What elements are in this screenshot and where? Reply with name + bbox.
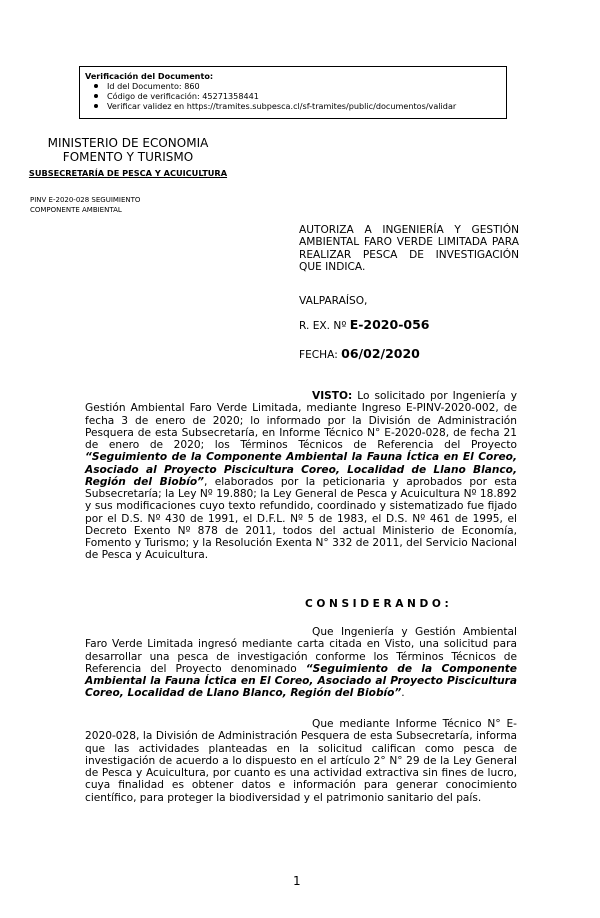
- considerando-1-project-title: “Seguimiento de la Componente Ambiental la Fauna Íctica en El Coreo, Asociado al Proyecto Piscicultura Coreo, Localidad de Llano Blanco, Región del Biobío”: [85, 662, 517, 700]
- visto-project-title: “Seguimiento de la Componente Ambiental la Fauna Íctica en El Coreo, Asociado al Proyecto Piscicultura Coreo, Localidad de Llano Blanco, Región del Biobío”: [85, 451, 517, 488]
- visto-paragraph: [85, 390, 517, 562]
- date-label: FECHA:: [299, 349, 342, 361]
- visto-text-1: Lo solicitado por Ingeniería y Gestión Ambiental Faro Verde Limitada, mediante Ingreso E-PINV-2020-002, de fecha 3 de enero de 2020; lo informado por la División de Administración Pesquera de esta Subsecretaría, en Informe Técnico N° E-2020-028, de fecha 21 de enero de 2020; los Términos Técnicos de Referencia del Proyecto: [85, 390, 517, 451]
- considerando-paragraph-1: [85, 626, 517, 700]
- verification-code: Código de verificación: 45271358441: [107, 91, 506, 101]
- considerando-1-text-2: .: [401, 687, 405, 700]
- verification-id: Id del Documento: 860: [107, 81, 506, 91]
- ministry-name: [28, 136, 228, 164]
- considerando-heading: CONSIDERANDO:: [305, 598, 453, 610]
- page-number: 1: [293, 874, 301, 888]
- visto-label: VISTO:: [312, 390, 353, 402]
- verification-list: [85, 81, 506, 111]
- resolution-date: [299, 346, 420, 361]
- date-value: 06/02/2020: [341, 346, 420, 361]
- verification-title: Verificación del Documento:: [85, 71, 214, 81]
- resolution-summary: AUTORIZA A INGENIERÍA Y GESTIÓN AMBIENTAL FARO VERDE LIMITADA PARA REALIZAR PESCA DE INVESTIGACIÓN QUE INDICA.: [299, 224, 519, 273]
- place: VALPARAÍSO,: [299, 295, 368, 307]
- ministry-line-1: MINISTERIO DE ECONOMIA: [47, 136, 209, 150]
- resolution-number: [299, 317, 430, 332]
- reference-code: PINV E-2020-028 SEGUIMIENTO COMPONENTE AMBIENTAL: [30, 196, 141, 214]
- visto-text-2: , elaborados por la peticionaria y aprobados por esta Subsecretaría; la Ley Nº 19.880; la Ley General de Pesca y Acuicultura Nº 18.892 y sus modificaciones cuyo texto refundido, coordinado y sistematizado fue fijado por el D.S. Nº 430 de 1991, el D.F.L. Nº 5 de 1983, el D.S. Nº 461 de 1995, el Decreto Exento Nº 878 de 2011, todos del actual Ministerio de Economía, Fomento y Turismo; y la Resolución Exenta N° 332 de 2011, del Servicio Nacional de Pesca y Acuicultura.: [85, 475, 517, 562]
- considerando-1-text-1: Que Ingeniería y Gestión Ambiental Faro Verde Limitada ingresó mediante carta citada en Visto, una solicitud para desarrollar una pesca de investigación conforme los Términos Técnicos de Referencia del Proyecto denominado: [85, 626, 517, 675]
- verification-url[interactable]: Verificar validez en https://tramites.subpesca.cl/sf-tramites/public/documentos/validar: [107, 101, 506, 111]
- resolution-value: E-2020-056: [349, 317, 430, 332]
- resolution-label: R. EX. Nº: [299, 320, 350, 332]
- ministry-line-2: FOMENTO Y TURISMO: [62, 150, 194, 164]
- subsecretaria-name: SUBSECRETARÍA DE PESCA Y ACUICULTURA: [28, 168, 228, 178]
- verification-box: [79, 66, 507, 119]
- considerando-paragraph-2: Que mediante Informe Técnico N° E-2020-028, la División de Administración Pesquera de esta Subsecretaría, informa que las actividades planteadas en la solicitud califican como pesca de investigación de acuerdo a lo dispuesto en el artículo 2° N° 29 de la Ley General de Pesca y Acuicultura, por cuanto es una actividad extractiva sin fines de lucro, cuya finalidad es obtener datos e información para generar conocimiento científico, para proteger la biodiversidad y el patrimonio sanitario del país.: [85, 718, 517, 804]
